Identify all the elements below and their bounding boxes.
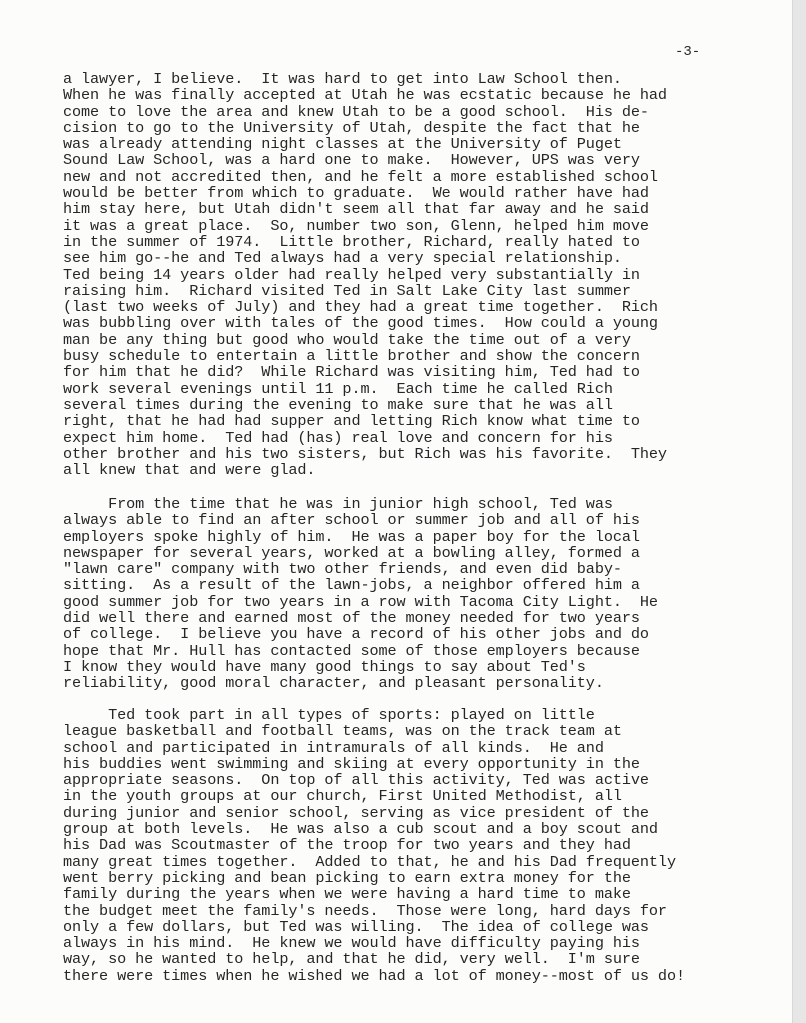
- text-line: of college. I believe you have a record of his other jobs and do: [63, 625, 649, 644]
- text-line: Sound Law School, was a hard one to make. However, UPS was very: [63, 151, 640, 170]
- text-line: school and participated in intramurals of all kinds. He and: [63, 738, 604, 757]
- paragraph-law-school: [63, 71, 667, 478]
- text-line: new and not accredited then, and he felt a more established school: [63, 167, 658, 186]
- text-line: during junior and senior school, serving as vice president of the: [63, 803, 649, 822]
- text-line: come to love the area and knew Utah to be a good school. His de-: [63, 102, 649, 121]
- page-number: -3-: [675, 44, 701, 60]
- text-line: appropriate seasons. On top of all this activity, Ted was active: [63, 771, 649, 790]
- text-line: Ted took part in all types of sports: played on little: [63, 706, 595, 724]
- text-line: raising him. Richard visited Ted in Salt Lake City last summer: [63, 281, 631, 300]
- text-line: always able to find an after school or summer job and all of his: [63, 511, 640, 530]
- text-line: way, so he wanted to help, and that he did, very well. I'm sure: [63, 950, 640, 969]
- text-line: hope that Mr. Hull has contacted some of those employers because: [63, 641, 640, 660]
- text-line: other brother and his two sisters, but Rich was his favorite. They: [63, 444, 667, 463]
- text-line: all knew that and were glad.: [63, 461, 316, 480]
- text-line: only a few dollars, but Ted was willing. The idea of college was: [63, 917, 649, 936]
- text-line: Ted being 14 years older had really helped very substantially in: [63, 265, 640, 284]
- text-line: it was a great place. So, number two son, Glenn, helped him move: [63, 216, 649, 235]
- text-line: went berry picking and bean picking to earn extra money for the: [63, 868, 631, 887]
- text-line: his buddies went swimming and skiing at every opportunity in the: [63, 754, 640, 773]
- text-line: From the time that he was in junior high school, Ted was: [63, 495, 613, 513]
- paragraph-sports: [63, 707, 685, 984]
- page-edge-strip: [792, 0, 806, 1023]
- text-line: reliability, good moral character, and pleasant personality.: [63, 674, 604, 693]
- text-line: family during the years when we were having a hard time to make: [63, 885, 631, 904]
- text-line: many great times together. Added to that, he and his Dad frequently: [63, 852, 676, 871]
- text-line: there were times when he wished we had a lot of money--most of us do!: [63, 966, 685, 985]
- text-line: newspaper for several years, worked at a bowling alley, formed a: [63, 543, 640, 562]
- text-line: cision to go to the University of Utah, despite the fact that he: [63, 118, 640, 137]
- text-line: see him go--he and Ted always had a very special relationship.: [63, 249, 622, 268]
- text-line: his Dad was Scoutmaster of the troop for two years and they had: [63, 836, 631, 855]
- text-line: (last two weeks of July) and they had a great time together. Rich: [63, 298, 658, 317]
- text-line: employers spoke highly of him. He was a paper boy for the local: [63, 527, 640, 546]
- text-line: league basketball and football teams, was on the track team at: [63, 722, 622, 741]
- text-line: group at both levels. He was also a cub scout and a boy scout and: [63, 820, 658, 839]
- text-line: expect him home. Ted had (has) real love and concern for his: [63, 428, 613, 447]
- text-line: busy schedule to entertain a little brother and show the concern: [63, 347, 640, 366]
- text-line: "lawn care" company with two other friends, and even did baby-: [63, 560, 622, 579]
- text-line: good summer job for two years in a row with Tacoma City Light. He: [63, 592, 658, 611]
- text-line: always in his mind. He knew we would have difficulty paying his: [63, 934, 640, 953]
- text-line: several times during the evening to make sure that he was all: [63, 395, 613, 414]
- text-line: work several evenings until 11 p.m. Each time he called Rich: [63, 379, 613, 398]
- paragraph-jobs: [63, 496, 658, 692]
- text-line: When he was finally accepted at Utah he was ecstatic because he had: [63, 86, 667, 105]
- text-line: sitting. As a result of the lawn-jobs, a neighbor offered him a: [63, 576, 640, 595]
- text-line: was already attending night classes at the University of Puget: [63, 135, 622, 154]
- text-line: would be better from which to graduate. We would rather have had: [63, 184, 649, 203]
- text-line: I know they would have many good things to say about Ted's: [63, 657, 586, 676]
- text-line: in the youth groups at our church, First United Methodist, all: [63, 787, 622, 806]
- text-line: him stay here, but Utah didn't seem all that far away and he said: [63, 200, 649, 219]
- text-line: in the summer of 1974. Little brother, Richard, really hated to: [63, 232, 640, 251]
- text-line: the budget meet the family's needs. Those were long, hard days for: [63, 901, 667, 920]
- text-line: for him that he did? While Richard was visiting him, Ted had to: [63, 363, 640, 382]
- text-line: a lawyer, I believe. It was hard to get into Law School then.: [63, 70, 622, 88]
- text-line: man be any thing but good who would take the time out of a very: [63, 330, 631, 349]
- text-line: did well there and earned most of the money needed for two years: [63, 609, 640, 628]
- text-line: was bubbling over with tales of the good times. How could a young: [63, 314, 658, 333]
- text-line: right, that he had had supper and letting Rich know what time to: [63, 412, 640, 431]
